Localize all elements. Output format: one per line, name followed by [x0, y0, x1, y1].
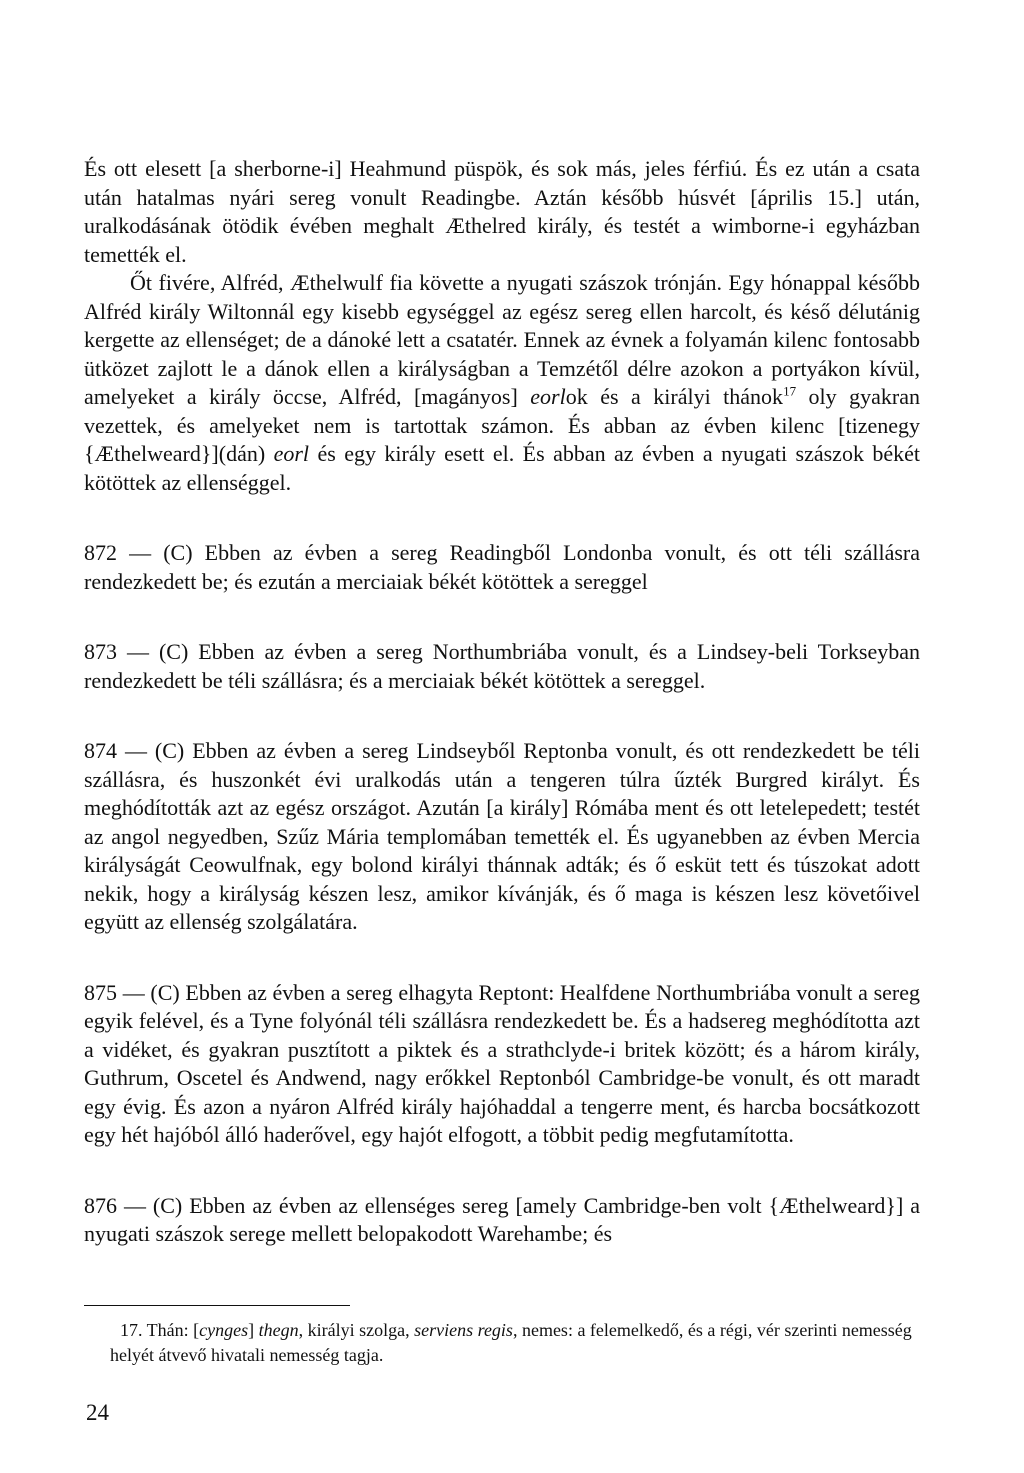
- chronicle-entry: [84, 1192, 920, 1249]
- text-run: ok és a királyi thánok: [565, 384, 784, 409]
- paragraph: [84, 269, 920, 497]
- footnote-divider: [84, 1305, 350, 1306]
- text-run: oly gyakran vezettek, és amelyeket nem is tartottak számon. És abban az évben kilenc [tizenegy {Æthelweard}](dán): [84, 384, 920, 466]
- italic-text: serviens regis: [414, 1320, 513, 1340]
- page-body: [84, 155, 920, 1249]
- text-run: 872 — (C) Ebben az évben a sereg Readingből Londonba vonult, és ott téli szállásra rendezkedett be; és ezután a merciaiak békét kötöttek a sereggel: [84, 540, 920, 594]
- text-run: 17. Thán: [: [120, 1320, 200, 1340]
- text-run: , királyi szolga,: [298, 1320, 415, 1340]
- text-run: és egy király esett el. És abban az évben a nyugati szászok békét kötöttek az ellenséggel.: [84, 441, 921, 495]
- chronicle-entry: [84, 638, 920, 695]
- text-run: 875 — (C) Ebben az évben a sereg elhagyta Reptont: Healfdene Northumbriába vonult a sereg egyik felével, és a Tyne folyónál téli szállásra rendezkedett be. És a hadsereg meghódította azt a vidéket, és gyakran pusztított a piktek és a strathclyde-i britek között; és a három király, Guthrum, Oscetel és Andwend, nagy erőkkel Reptonból Cambridge-be vonult, és ott maradt egy évig. És azon a nyáron Alfréd király hajóhaddal a tengerre ment, és harcba bocsátkozott egy hét hajóból álló haderővel, egy hajót elfogott, a többit pedig megfutamította.: [84, 979, 920, 1147]
- footnote-reference: 17: [783, 383, 797, 399]
- italic-text: eorl: [273, 441, 310, 466]
- text-run: , nemes: a felemelkedő, és a régi, vér szerinti nemesség helyét átvevő hivatali nemesség tagja.: [110, 1320, 912, 1365]
- text-run: Őt fivére, Alfréd, Æthelwulf fia követte a nyugati szászok trónján. Egy hónappal később Alfréd király Wiltonnál egy kisebb egységgel az egész sereg ellen harcolt, és késő délutánig kergette az ellenséget; de a dánoké lett a csatatér. Ennek az évnek a folyamán kilenc fontosabb ütközet zajlott le a dánok ellen a királyságban a Temzétől délre azokon a portyákon kívül, amelyeket a király öccse, Alfréd, [magányos]: [84, 270, 920, 409]
- text-run: És ott elesett [a sherborne-i] Heahmund püspök, és sok más, jeles férfiú. És ez után a csata után hatalmas nyári sereg vonult Readingbe. Aztán később húsvét [április 15.] után, uralkodásának ötödik évében meghalt Æthelred király, és testét a wimborne-i egyházban temették el.: [84, 156, 920, 267]
- italic-text: thegn: [258, 1320, 299, 1340]
- chronicle-entry: [84, 979, 920, 1150]
- page-number: 24: [86, 1400, 109, 1425]
- text-run: ]: [248, 1320, 259, 1340]
- footnote: [110, 1318, 920, 1368]
- chronicle-entry: [84, 737, 920, 937]
- italic-text: cynges: [199, 1320, 249, 1340]
- text-run: 873 — (C) Ebben az évben a sereg Northumbriába vonult, és a Lindsey-beli Torkseyban rendezkedett be téli szállásra; és a merciaiak békét kötöttek a sereggel.: [84, 639, 920, 693]
- paragraph: [84, 155, 920, 269]
- text-run: 876 — (C) Ebben az évben az ellenséges sereg [amely Cambridge-ben volt {Æthelweard}] a nyugati szászok serege mellett belopakodott Warehambe; és: [84, 1192, 920, 1246]
- text-run: 874 — (C) Ebben az évben a sereg Lindseyből Reptonba vonult, és ott rendezkedett be téli szállásra, és huszonkét évi uralkodás után a tengeren túlra űzték Burgred királyt. És meghódították azt az egész országot. Azután [a király] Rómába ment és ott letelepedett; testét az angol negyedben, Szűz Mária templomában temették el. És ugyanebben az évben Mercia királyságát Ceowulfnak, egy bolond királyi thánnak adták; és ő esküt tett és túszokat adott nekik, hogy a királyság készen lesz, amikor kívánják, és ő maga is készen lesz követőivel együtt az ellenség szolgálatára.: [84, 738, 920, 934]
- italic-text: eorl: [530, 384, 566, 409]
- chronicle-entry: [84, 539, 920, 596]
